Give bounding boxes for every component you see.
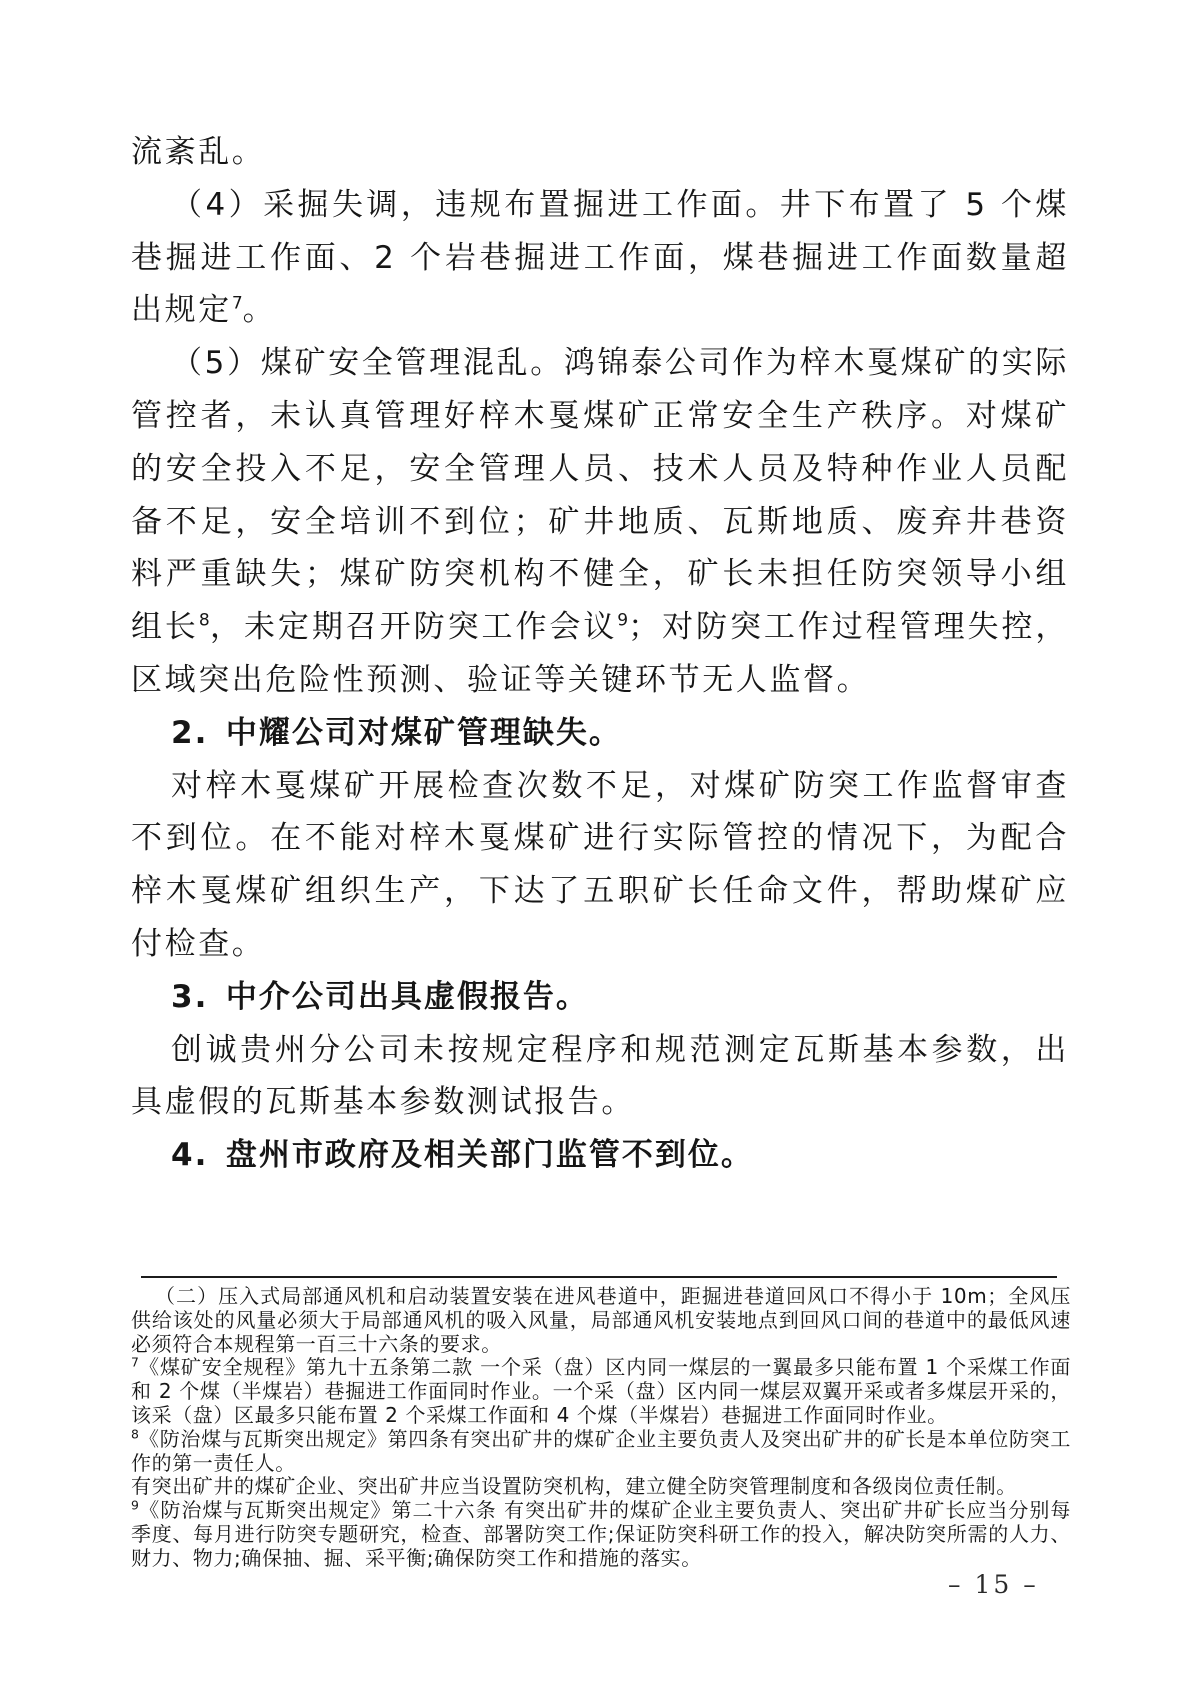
- footnote-marker: 9: [131, 1497, 139, 1513]
- body-paragraph: （5）煤矿安全管理混乱。鸿锦泰公司作为梓木戛煤矿的实际管控者，未认真管理好梓木戛煤矿正常安全生产秩序。对煤矿的安全投入不足，安全管理人员、技术人员及特种作业人员配备不足，安全培训不到位；矿井地质、瓦斯地质、废弃井巷资料严重缺失；煤矿防突机构不健全，矿长未担任防突领导小组组长$^8$，未定期召开防突工作会议$^9$；对防突工作过程管理失控，区域突出危险性预测、验证等关键环节无人监督。: [131, 345, 1069, 698]
- footnote: $^7$《煤矿安全规程》第九十五条第二款 一个采（盘）区内同一煤层的一翼最多只能布置 1 个采煤工作面和 2 个煤（半煤岩）巷掘进工作面同时作业。一个采（盘）区内同一煤层双翼开采或者多煤层开采的，该采（盘）区最多只能布置 2 个采煤工作面和 4 个煤（半煤岩）巷掘进工作面同时作业。: [131, 1354, 1071, 1427]
- footnote-ref: 8: [198, 610, 210, 631]
- section-heading: 4. 盘州市政府及相关部门监管不到位。: [171, 1137, 754, 1174]
- body-paragraph: 对梓木戛煤矿开展检查次数不足，对煤矿防突工作监督审查不到位。在不能对梓木戛煤矿进行实际管控的情况下，为配合梓木戛煤矿组织生产，下达了五职矿长任命文件，帮助煤矿应付检查。: [131, 767, 1069, 962]
- footnote: $^9$《防治煤与瓦斯突出规定》第二十六条 有突出矿井的煤矿企业主要负责人、突出矿井矿长应当分别每季度、每月进行防突专题研究，检查、部署防突工作;保证防突科研工作的投入，解决防突所需的人力、财力、物力;确保抽、掘、采平衡;确保防突工作和措施的落实。: [131, 1497, 1071, 1570]
- body-paragraph: 创诚贵州分公司未按规定程序和规范测定瓦斯基本参数，出具虚假的瓦斯基本参数测试报告。: [131, 1031, 1069, 1121]
- footnote-ref: 7: [231, 294, 243, 315]
- body-content: [131, 126, 1069, 1182]
- footnote-ref: 9: [617, 610, 629, 631]
- body-paragraph: （4）采掘失调，违规布置掘进工作面。井下布置了 5 个煤巷掘进工作面、2 个岩巷掘进工作面，煤巷掘进工作面数量超出规定$^7$。: [131, 186, 1069, 329]
- footnote: （二）压入式局部通风机和启动装置安装在进风巷道中，距掘进巷道回风口不得小于 10m；全风压供给该处的风量必须大于局部通风机的吸入风量，局部通风机安装地点到回风口间的巷道中的最低风速必须符合本规程第一百三十六条的要求。: [131, 1284, 1071, 1356]
- section-heading: 2. 中耀公司对煤矿管理缺失。: [171, 714, 622, 751]
- footnote-marker: 8: [131, 1426, 139, 1442]
- footnotes-section: [131, 1285, 1071, 1571]
- section-heading: 3. 中介公司出具虚假报告。: [171, 978, 589, 1015]
- page-number: – 15 –: [948, 1570, 1039, 1599]
- footnote: $^8$《防治煤与瓦斯突出规定》第四条有突出矿井的煤矿企业主要负责人及突出矿井的矿长是本单位防突工作的第一责任人。: [131, 1426, 1071, 1475]
- body-paragraph: 流紊乱。: [131, 134, 266, 170]
- footnote: 有突出矿井的煤矿企业、突出矿井应当设置防突机构，建立健全防突管理制度和各级岗位责任制。: [131, 1474, 1017, 1499]
- footnote-separator: [141, 1276, 1057, 1278]
- footnote-marker: 7: [131, 1354, 139, 1370]
